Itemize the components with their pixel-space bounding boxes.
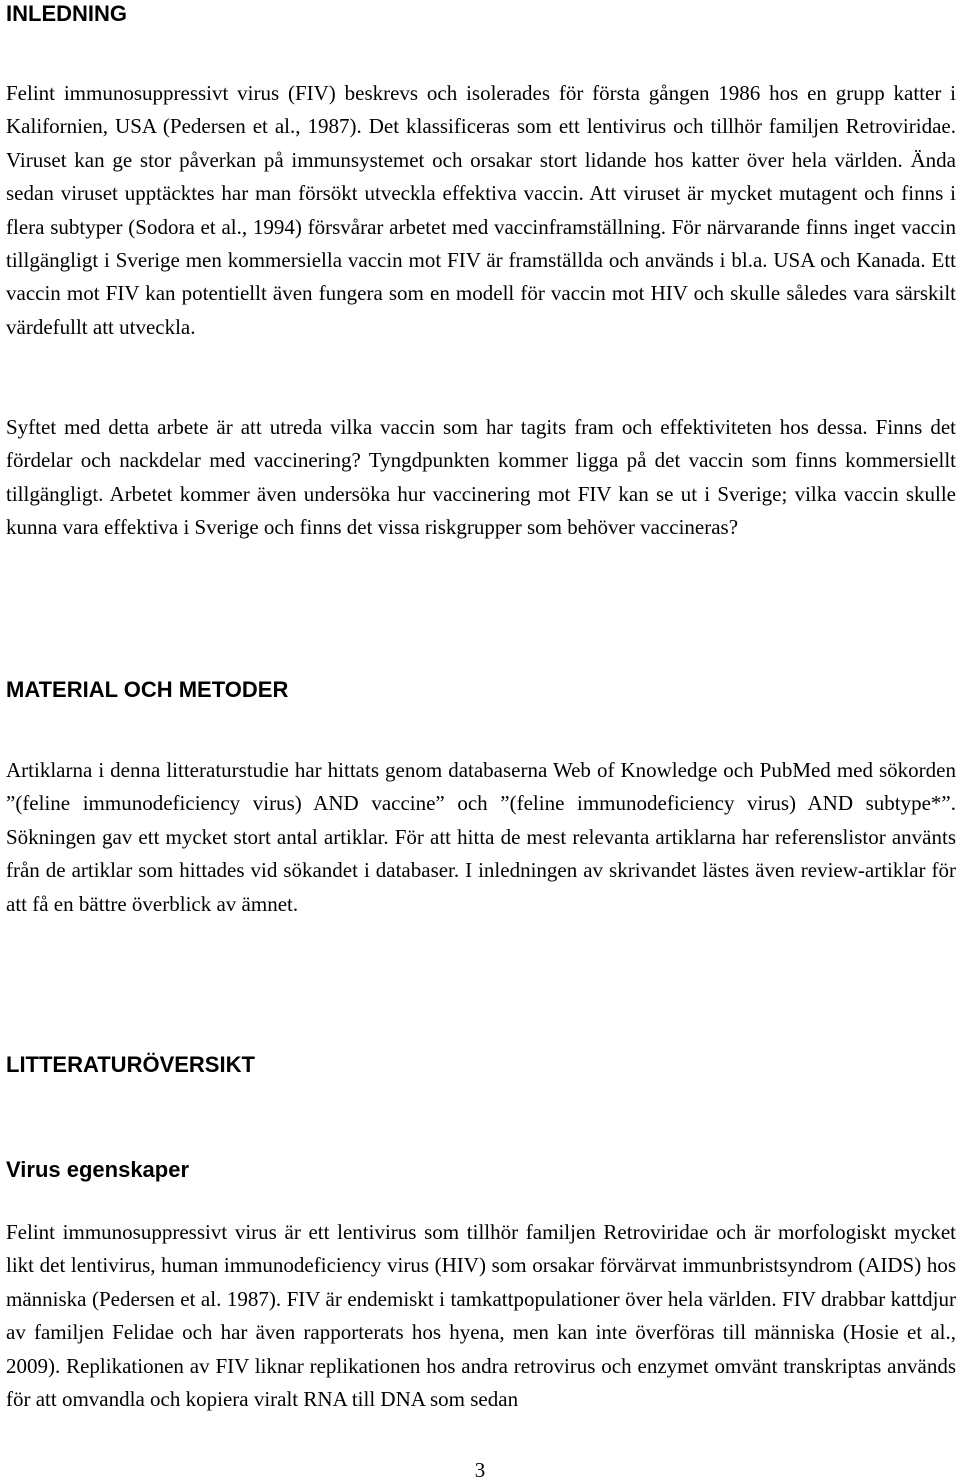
heading-material-och-metoder: MATERIAL OCH METODER bbox=[6, 677, 289, 702]
paragraph-virus-egenskaper-1: Felint immunosuppressivt virus är ett lentivirus som tillhör familjen Retroviridae och är morfologiskt mycket likt det lentivirus, human immunodeficiency virus (HIV) som orsakar förvärvat immunbristsyndrom (AIDS) hos människa (Pedersen et al. 1987). FIV är endemiskt i tamkattpopulationer över hela världen. FIV drabbar kattdjur av familjen Felidae och har även rapporterats hos hyena, men kan inte överföras till människa (Hosie et al., 2009). Replikationen av FIV liknar replikationen hos andra retrovirus och enzymet omvänt transkriptas används för att omvandla och kopiera viralt RNA till DNA som sedan bbox=[6, 1220, 956, 1412]
heading-inledning: INLEDNING bbox=[6, 1, 127, 26]
heading-litteraturoversikt: LITTERATURÖVERSIKT bbox=[6, 1052, 255, 1077]
page-number: 3 bbox=[474, 1458, 486, 1482]
paragraph-inledning-1: Felint immunosuppressivt virus (FIV) beskrevs och isolerades för första gången 1986 hos en grupp katter i Kalifornien, USA (Pedersen et al., 1987). Det klassificeras som ett lentivirus och tillhör familjen Retroviridae. Viruset kan ge stor påverkan på immunsystemet och orsakar stort lidande hos katter över hela världen. Ända sedan viruset upptäcktes har man försökt utveckla effektiva vaccin. Att viruset är mycket mutagent och finns i flera subtyper (Sodora et al., 1994) försvårar arbetet med vaccinframställning. För närvarande finns inget vaccin tillgängligt i Sverige men kommersiella vaccin mot FIV är framställda och används i bl.a. USA och Kanada. Ett vaccin mot FIV kan potentiellt även fungera som en modell för vaccin mot HIV och skulle således vara särskilt värdefullt att utveckla. bbox=[6, 81, 956, 339]
paragraph-inledning-2: Syftet med detta arbete är att utreda vilka vaccin som har tagits fram och effektiviteten hos dessa. Finns det fördelar och nackdelar med vaccinering? Tyngdpunkten kommer ligga på det vaccin som finns kommersiellt tillgängligt. Arbetet kommer även undersöka hur vaccinering mot FIV kan se ut i Sverige; vilka vaccin skulle kunna vara effektiva i Sverige och finns det vissa riskgrupper som behöver vaccineras? bbox=[6, 415, 956, 540]
subheading-virus-egenskaper: Virus egenskaper bbox=[6, 1157, 190, 1182]
paragraph-material-1: Artiklarna i denna litteraturstudie har hittats genom databaserna Web of Knowledge och PubMed med sökorden ”(feline immunodeficiency virus) AND vaccine” och ”(feline immunodeficiency virus) AND subtype*”. Sökningen gav ett mycket stort antal artiklar. För att hitta de mest relevanta artiklarna har referenslistor använts från de artiklar som hittades vid sökandet i databaser. I inledningen av skrivandet lästes även review-artiklar för att få en bättre överblick av ämnet. bbox=[6, 758, 956, 916]
